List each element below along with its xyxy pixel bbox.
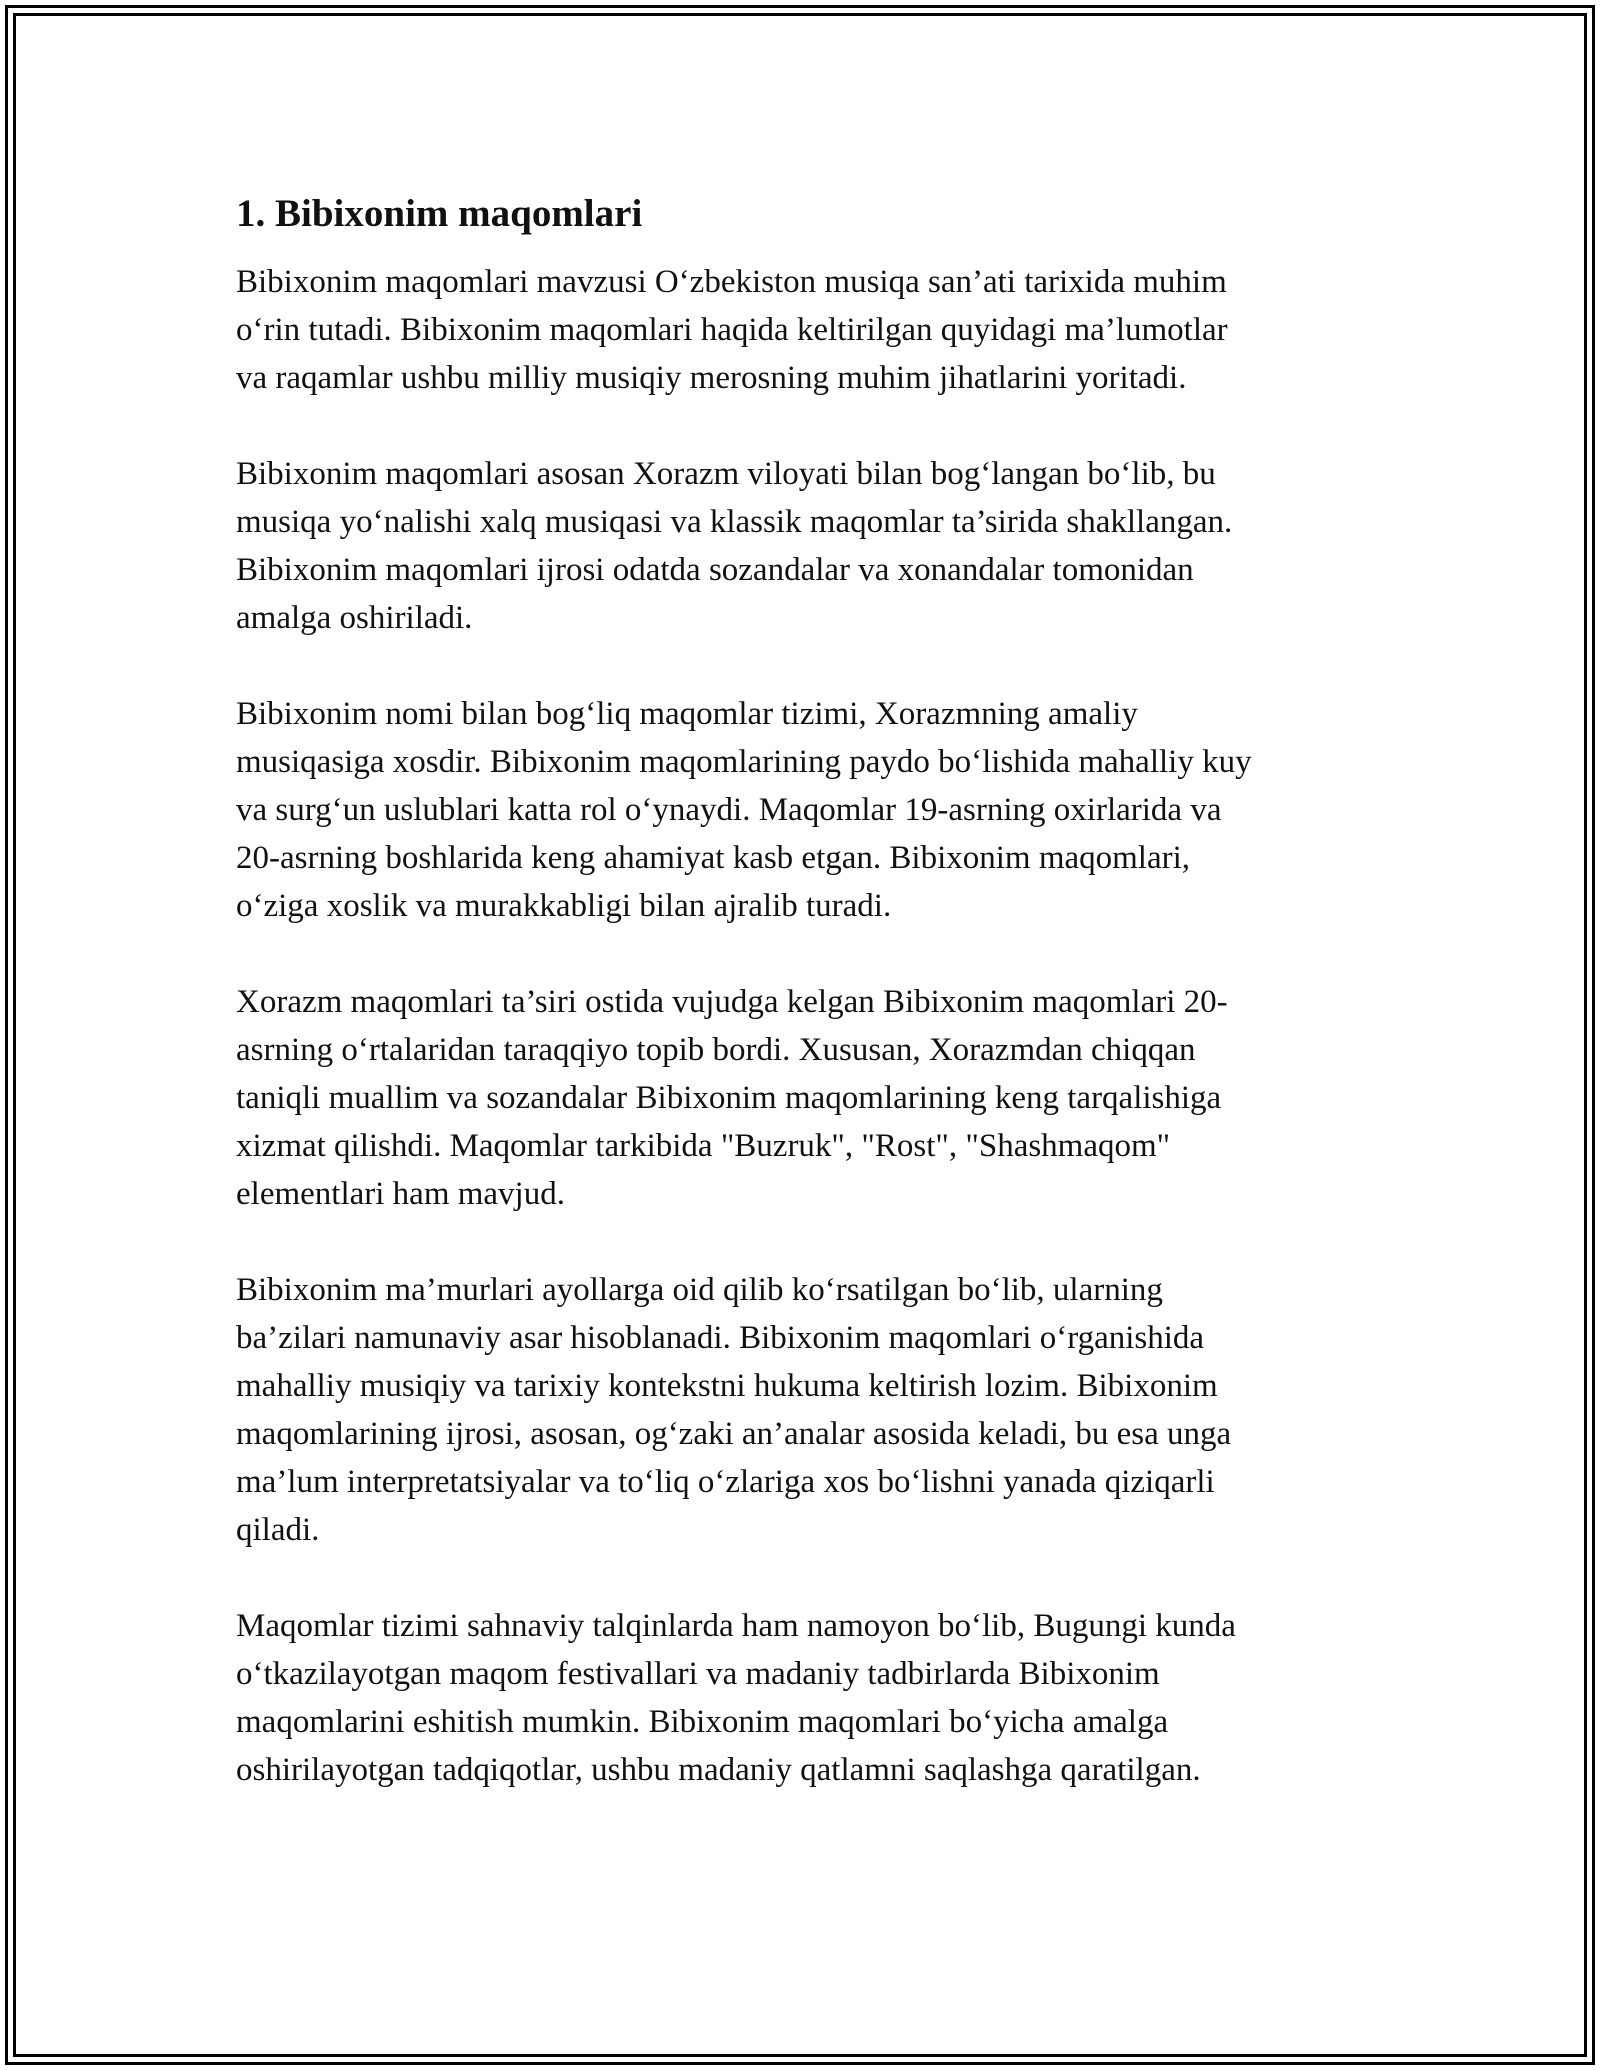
paragraph-2: Bibixonim maqomlari asosan Xorazm viloyati bilan bog‘langan bo‘lib, bu musiqa yo‘nalishi xalq musiqasi va klassik maqomlar ta’sirida shakllangan. Bibixonim maqomlari ijrosi odatda sozandalar va xonandalar tomonidan amalga oshiriladi. [236, 456, 1233, 636]
paragraph-6: Maqomlar tizimi sahnaviy talqinlarda ham namoyon bo‘lib, Bugungi kunda o‘tkazilayotgan maqom festivallari va madaniy tadbirlarda Bibixonim maqomlarini eshitish mumkin. Bibixonim maqomlari bo‘yicha amalga oshirilayotgan tadqiqotlar, ushbu madaniy qatlamni saqlashga qaratilgan. [236, 1608, 1236, 1788]
document-body [236, 186, 1386, 1842]
section-heading: 1. Bibixonim maqomlari [236, 192, 643, 235]
paragraph-1: Bibixonim maqomlari mavzusi O‘zbekiston musiqa san’ati tarixida muhim o‘rin tutadi. Bibixonim maqomlari haqida keltirilgan quyidagi ma’lumotlar va raqamlar ushbu milliy musiqiy merosning muhim jihatlarini yoritadi. [236, 264, 1228, 396]
paragraph-3: Bibixonim nomi bilan bog‘liq maqomlar tizimi, Xorazmning amaliy musiqasiga xosdir. Bibixonim maqomlarining paydo bo‘lishida mahalliy kuy va surg‘un uslublari katta rol o‘ynaydi. Maqomlar 19-asrning oxirlarida va 20-asrning boshlarida keng ahamiyat kasb etgan. Bibixonim maqomlari, o‘ziga xoslik va murakkabligi bilan ajralib turadi. [236, 696, 1252, 924]
paragraph-5: Bibixonim ma’murlari ayollarga oid qilib ko‘rsatilgan bo‘lib, ularning ba’zilari namunaviy asar hisoblanadi. Bibixonim maqomlari o‘rganishida mahalliy musiqiy va tarixiy kontekstni hukuma keltirish lozim. Bibixonim maqomlarining ijrosi, asosan, og‘zaki an’analar asosida keladi, bu esa unga ma’lum interpretatsiyalar va to‘liq o‘zlariga xos bo‘lishni yanada qiziqarli qiladi. [236, 1272, 1232, 1548]
paragraph-4: Xorazm maqomlari ta’siri ostida vujudga kelgan Bibixonim maqomlari 20- asrning o‘rtalaridan taraqqiyo topib bordi. Xususan, Xorazmdan chiqqan taniqli muallim va sozandalar Bibixonim maqomlarining keng tarqalishiga xizmat qilishdi. Maqomlar tarkibida "Buzruk", "Rost", "Shashmaqom" elementlari ham mavjud. [236, 984, 1228, 1212]
